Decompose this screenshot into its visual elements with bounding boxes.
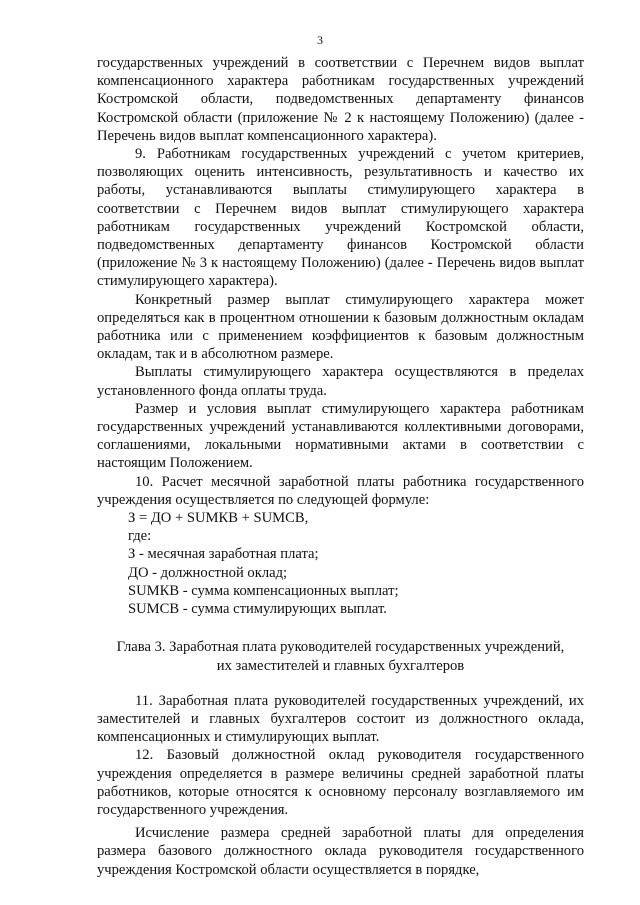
chapter-heading-line-1: Глава 3. Заработная плата руководителей государственных учреждений, (116, 639, 565, 656)
formula-where: где: (128, 528, 152, 545)
paragraph-intro: государственных учреждений в соответствии с Перечнем видов выплат компенсационного характера работникам государственных учреждений Костромской области, подведомственных департаменту финансов Костромской области (приложение № 2 к настоящему Положению) (далее - Перечень видов выплат компенсационного характера). (97, 55, 584, 144)
chapter-3-heading (97, 638, 584, 674)
paragraph-9: 9. Работникам государственных учреждений с учетом критериев, позволяющих оценить интенсивность, результативность и качество их работы, устанавливаются выплаты стимулирующего характера в соответствии с Перечнем видов выплат стимулирующего характера работникам государственных учреждений Костромской области, подведомственных департаменту финансов Костромской области (приложение № 3 к настоящему Положению) (далее - Перечень видов выплат стимулирующего характера). (97, 146, 584, 290)
formula-definition-do: ДО - должностной оклад; (128, 564, 288, 581)
formula-definition-z: З - месячная заработная плата; (128, 546, 319, 563)
paragraph-9-fund-limits: Выплаты стимулирующего характера осуществляются в пределах установленного фонда оплаты труда. (97, 364, 584, 399)
paragraph-10: 10. Расчет месячной заработной платы работника государственного учреждения осуществляется по следующей формуле: (97, 473, 584, 508)
page-number: 3 (317, 33, 323, 47)
paragraph-9-specific-size: Конкретный размер выплат стимулирующего характера может определяться как в процентном отношении к базовым должностным окладам работника или с применением коэффициентов к базовым должностным окладам, так и в абсолютном размере. (97, 291, 584, 363)
paragraph-9-conditions: Размер и условия выплат стимулирующего характера работникам государственных учреждений устанавливаются коллективными договорами, соглашениями, локальными нормативными актами в соответствии с настоящим Положением. (97, 400, 584, 472)
paragraph-12: 12. Базовый должностной оклад руководителя государственного учреждения определяется в размере величины средней заработной платы работников, которые относятся к основному персоналу возглавляемого им государственного учреждения. (97, 747, 584, 818)
formula-equation: З = ДО + SUMКВ + SUMСВ, (128, 510, 309, 527)
paragraph-11: 11. Заработная плата руководителей государственных учреждений, их заместителей и главных бухгалтеров состоит из должностного оклада, компенсационных и стимулирующих выплат. (97, 692, 584, 746)
chapter-heading-line-2: их заместителей и главных бухгалтеров (216, 657, 465, 674)
salary-formula (97, 509, 584, 618)
paragraph-12-calculation: Исчисление размера средней заработной платы для определения размера базового должностного оклада руководителя государственного учреждения Костромской области осуществляется в порядке, (97, 825, 584, 878)
document-body (97, 54, 584, 879)
formula-definition-sumsv: SUMСВ - сумма стимулирующих выплат. (128, 601, 387, 618)
formula-definition-sumkv: SUMКВ - сумма компенсационных выплат; (128, 582, 399, 599)
